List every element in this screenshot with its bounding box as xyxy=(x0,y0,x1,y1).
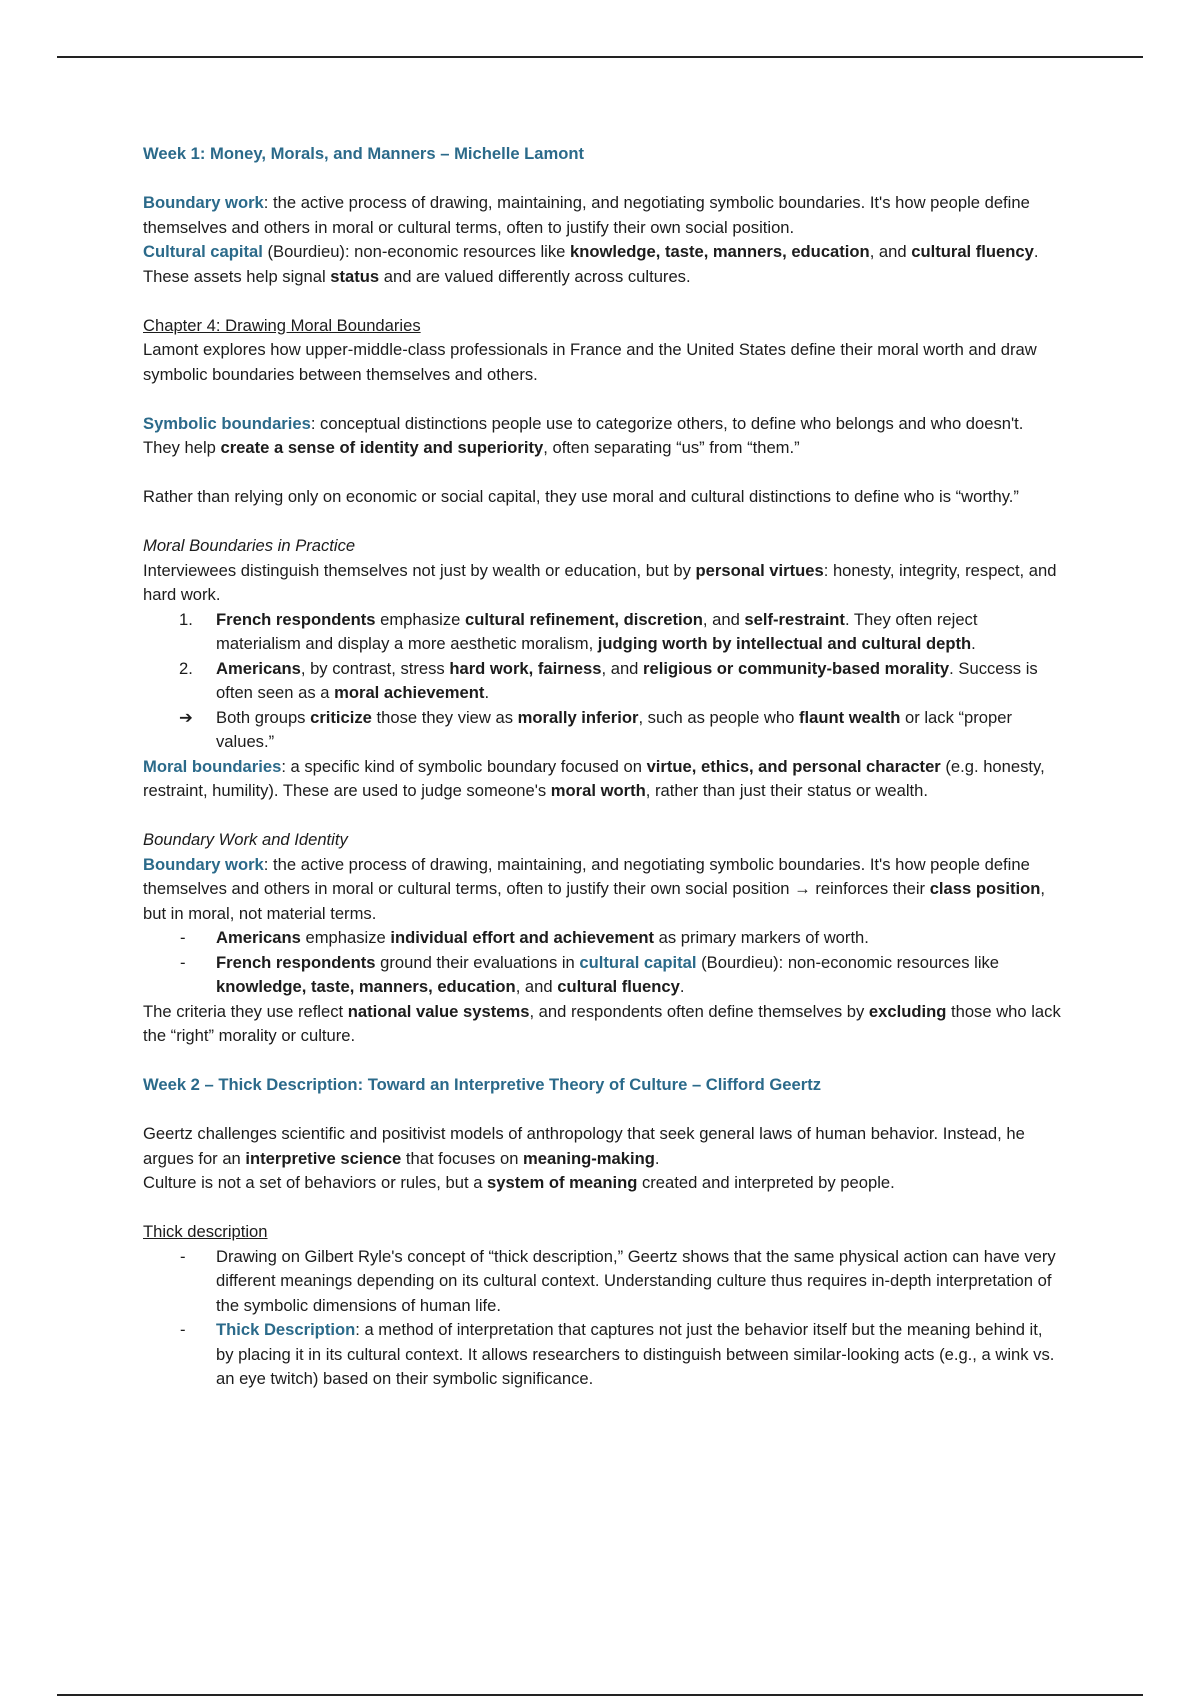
bold-text: Americans xyxy=(216,658,301,678)
list-item-text xyxy=(216,1247,1056,1315)
text-run: . xyxy=(484,683,490,702)
practice-title: Moral Boundaries in Practice xyxy=(143,536,356,555)
list-item-text xyxy=(216,708,1012,752)
text-run: , and respondents often define themselves by xyxy=(529,1001,869,1021)
bold-text: knowledge, taste, manners, education xyxy=(570,242,870,261)
list-item-text xyxy=(216,953,999,997)
week2-heading: Week 2 – Thick Description: Toward an Interpretive Theory of Culture – Clifford Geertz xyxy=(143,1075,822,1094)
list-item xyxy=(143,657,1063,706)
term-text: cultural capital xyxy=(579,952,697,972)
list-item xyxy=(143,1318,1063,1392)
list-item-text xyxy=(216,659,1038,703)
thick-description-list xyxy=(143,1245,1063,1392)
text-run: . xyxy=(654,1148,660,1168)
spacer xyxy=(143,167,1063,192)
text-run: Geertz challenges scientific and positivist models of anthropology that seek general laws of human behavior. Instead, he argues for an xyxy=(143,1124,1025,1168)
bold-text: self-restraint xyxy=(744,609,845,629)
bold-text: meaning-making xyxy=(523,1148,655,1168)
text-run: Culture is not a set of behaviors or rules, but a xyxy=(143,1173,488,1192)
text-run: that focuses on xyxy=(401,1148,524,1168)
spacer xyxy=(143,804,1063,829)
bold-text: personal virtues xyxy=(695,560,824,580)
thick-description-title: Thick description xyxy=(143,1222,268,1241)
text-run: (Bourdieu): non-economic resources like xyxy=(696,952,1000,972)
bold-text: judging worth by intellectual and cultural depth xyxy=(597,634,972,653)
week1-heading: Week 1: Money, Morals, and Manners – Michelle Lamont xyxy=(143,144,585,163)
bold-text: national value systems xyxy=(347,1001,530,1021)
list-marker: - xyxy=(180,952,186,972)
term-text: Symbolic boundaries xyxy=(143,413,311,433)
list-item xyxy=(143,608,1063,657)
text-run: (e.g. honesty, restraint, humility). These are used to judge someone's xyxy=(143,756,1045,800)
capital-paragraph: Rather than relying only on economic or social capital, they use moral and cultural distinctions to define who is “worthy.” xyxy=(143,487,1019,506)
text-run: : the active process of drawing, maintaining, and negotiating symbolic boundaries. It's how people define themselves and others in moral or cultural terms, often to justify their own social position → reinforces their xyxy=(143,854,1030,898)
text-run: , and xyxy=(601,658,644,678)
text-run: : the active process of drawing, maintaining, and negotiating symbolic boundaries. It's how people define themselves and others in moral or cultural terms, often to justify their own social position. xyxy=(143,193,1030,237)
identity-definition xyxy=(143,853,1063,927)
list-item xyxy=(143,951,1063,1000)
bold-text: hard work, fairness xyxy=(449,658,602,678)
term-text: Thick Description xyxy=(216,1320,356,1339)
bold-text: cultural fluency xyxy=(911,242,1034,261)
list-item-text xyxy=(216,928,869,947)
spacer xyxy=(143,510,1063,535)
bold-text: moral achievement xyxy=(334,683,485,702)
list-marker: - xyxy=(180,928,186,947)
list-item-text xyxy=(216,1320,1054,1388)
bold-text: interpretive science xyxy=(245,1148,402,1168)
spacer xyxy=(143,1098,1063,1123)
list-marker: - xyxy=(180,1246,186,1266)
list-marker: 1. xyxy=(179,609,193,629)
term-text: Boundary work xyxy=(143,854,264,874)
text-run: . These assets help signal xyxy=(143,242,1039,286)
document-body xyxy=(143,142,1063,1392)
text-run: . Success is often seen as a xyxy=(216,658,1038,702)
text-run: emphasize xyxy=(300,928,391,947)
text-run: created and interpreted by people. xyxy=(637,1173,895,1192)
bold-text: French respondents xyxy=(216,952,376,972)
text-run: (Bourdieu): non-economic resources like xyxy=(262,242,570,261)
term-text: Moral boundaries xyxy=(143,756,282,776)
list-item-text xyxy=(216,610,977,654)
criteria-paragraph xyxy=(143,1000,1063,1049)
text-run: and are valued differently across cultures. xyxy=(379,266,691,286)
identity-title: Boundary Work and Identity xyxy=(143,830,348,849)
bold-text: French respondents xyxy=(216,609,376,629)
list-item xyxy=(143,706,1063,755)
arrow-bullet-icon: ➔ xyxy=(179,707,193,727)
bold-text: flaunt wealth xyxy=(798,707,901,727)
text-run: . xyxy=(971,634,976,653)
practice-list xyxy=(143,608,1063,755)
text-run: , such as people who xyxy=(638,707,799,727)
spacer xyxy=(143,1049,1063,1074)
text-run: , and xyxy=(515,977,558,996)
text-run: , by contrast, stress xyxy=(300,658,450,678)
text-run: : honesty, integrity, respect, and hard work. xyxy=(143,560,1057,604)
text-run: Interviewees distinguish themselves not just by wealth or education, but by xyxy=(143,560,696,580)
list-item xyxy=(143,1245,1063,1319)
bold-text: cultural fluency xyxy=(557,977,680,996)
bold-text: status xyxy=(330,266,380,286)
term-text: Boundary work xyxy=(143,193,264,212)
bold-text: morally inferior xyxy=(517,707,639,727)
header-rule xyxy=(57,56,1143,58)
bold-text: class position xyxy=(929,879,1041,898)
text-run: emphasize xyxy=(375,609,465,629)
bold-text: create a sense of identity and superiority xyxy=(220,438,544,457)
bold-text: Americans xyxy=(216,928,301,947)
bold-text: excluding xyxy=(868,1001,947,1021)
text-run: . xyxy=(679,977,685,996)
text-run: , rather than just their status or wealth. xyxy=(645,781,928,800)
identity-list xyxy=(143,926,1063,1000)
bold-text: knowledge, taste, manners, education xyxy=(216,977,516,996)
text-run: The criteria they use reflect xyxy=(143,1001,348,1021)
text-run: . They often reject materialism and display a more aesthetic moralism, xyxy=(216,609,978,653)
text-run: those who lack the “right” morality or culture. xyxy=(143,1001,1061,1045)
practice-intro xyxy=(143,559,1063,608)
symbolic-boundaries-definition xyxy=(143,412,1063,461)
term-text: Cultural capital xyxy=(143,242,263,261)
text-run: Drawing on Gilbert Ryle's concept of “thick description,” Geertz shows that the same physical action can have very different meanings depending on its cultural context. Understanding culture thus requires in-depth interpretation of the symbolic dimensions of human life. xyxy=(216,1246,1056,1315)
bold-text: system of meaning xyxy=(487,1173,638,1192)
text-run: , often separating “us” from “them.” xyxy=(543,438,800,457)
cultural-capital-definition xyxy=(143,240,1063,289)
text-run: as primary markers of worth. xyxy=(654,928,869,947)
bold-text: criticize xyxy=(310,707,372,727)
text-run: , and xyxy=(869,242,912,261)
text-run: : a specific kind of symbolic boundary focused on xyxy=(281,756,647,776)
chapter4-title: Chapter 4: Drawing Moral Boundaries xyxy=(143,315,421,335)
text-run: : a method of interpretation that captures not just the behavior itself but the meaning behind it, by placing it in its cultural context. It allows researchers to distinguish between similar-looking acts (e.g., a wink vs. an eye twitch) based on their symbolic significance. xyxy=(216,1320,1055,1388)
text-run: , but in moral, not material terms. xyxy=(143,879,1045,923)
text-run: or lack “proper values.” xyxy=(216,707,1012,751)
geertz-intro xyxy=(143,1122,1063,1171)
text-run: ground their evaluations in xyxy=(375,952,580,972)
spacer xyxy=(143,461,1063,486)
spacer xyxy=(143,1196,1063,1221)
footer-rule xyxy=(57,1694,1143,1696)
spacer xyxy=(143,289,1063,314)
bold-text: cultural refinement, discretion xyxy=(464,609,703,629)
text-run: those they view as xyxy=(371,707,518,727)
bold-text: individual effort and achievement xyxy=(390,928,655,947)
spacer xyxy=(143,387,1063,412)
list-marker: - xyxy=(180,1320,186,1339)
text-run: Both groups xyxy=(216,707,311,727)
text-run: , and xyxy=(702,609,745,629)
text-run: : conceptual distinctions people use to categorize others, to define who belongs and who doesn't. They help xyxy=(143,413,1024,457)
boundary-work-definition xyxy=(143,191,1063,240)
list-item xyxy=(143,926,1063,951)
list-marker: 2. xyxy=(179,658,193,678)
bold-text: virtue, ethics, and personal character xyxy=(646,756,941,776)
moral-boundaries-definition xyxy=(143,755,1063,804)
culture-line xyxy=(143,1171,1063,1196)
chapter4-intro: Lamont explores how upper-middle-class professionals in France and the United States define their moral worth and draw symbolic boundaries between themselves and others. xyxy=(143,340,1037,384)
bold-text: moral worth xyxy=(550,781,646,800)
bold-text: religious or community-based morality xyxy=(643,658,950,678)
